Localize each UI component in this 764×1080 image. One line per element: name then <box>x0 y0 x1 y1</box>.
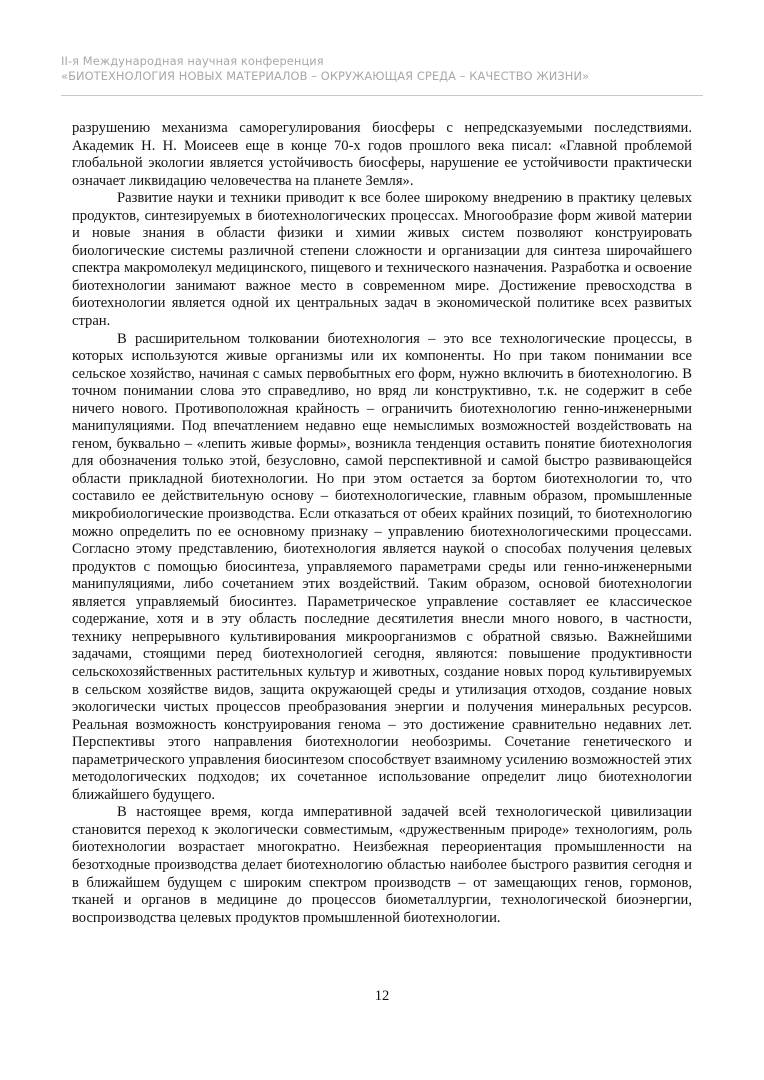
paragraph: В настоящее время, когда императивной задачей всей технологической цивилизации становится переход к экологически совместимым, «дружественным природе» технологиям, роль биотехнологии возрастает многократно. Неизбежная переориентация промышленности на безотходные производства делает биотехнологию областью наиболее быстрого развития сегодня и в ближайшем будущем с широким спектром производств – от замещающих генов, гормонов, тканей и органов в медицине до процессов биометаллургии, технологической биоэнергии, воспроизводства целевых продуктов промышленной биотехнологии. <box>72 804 692 926</box>
paragraph: Развитие науки и техники приводит к все более широкому внедрению в практику целевых продуктов, синтезируемых в биотехнологических процессах. Многообразие форм живой материи и новые знания в области физики и химии живых систем позволяют конструировать биологические системы различной степени сложности и организации для синтеза широчайшего спектра макромолекул медицинского, пищевого и технического назначения. Разработка и освоение биотехнологии занимают важное место в современном мире. Достижение превосходства в биотехнологии является одной их центральных задач в экономической политике всех развитых стран. <box>72 190 692 330</box>
running-header <box>61 54 701 84</box>
header-divider <box>61 95 703 96</box>
conference-title-line: II-я Международная научная конференция <box>61 54 324 68</box>
page-number: 12 <box>374 988 390 1004</box>
conference-subtitle-line: «БИОТЕХНОЛОГИЯ НОВЫХ МАТЕРИАЛОВ – ОКРУЖАЮЩАЯ СРЕДА – КАЧЕСТВО ЖИЗНИ» <box>61 69 590 83</box>
paragraph: В расширительном толковании биотехнология – это все технологические процессы, в которых используются живые организмы или их компоненты. Но при таком понимании все сельское хозяйство, начиная с самых первобытных его форм, нужно включить в биотехнологию. В точном понимании слова это справедливо, но вряд ли конструктивно, т.к. не содержит в себе ничего нового. Противоположная крайность – ограничить биотехнологию генно-инженерными манипуляциями. Под впечатлением недавно еще немыслимых возможностей воздействовать на геном, буквально – «лепить живые формы», возникла тенденция оставить понятие биотехнология для обозначения только этой, безусловно, самой перспективной и самой быстро развивающейся области прикладной биотехнологии. Но при этом остается за бортом биотехнологии то, что составило ее действительную основу – биотехнологические, главным образом, промышленные микробиологические производства. Если отказаться от обеих крайних позиций, то биотехнологию можно определить по ее основному признаку – управлению биотехнологическими процессами. Согласно этому представлению, биотехнология является наукой о способах получения целевых продуктов с помощью биосинтеза, управляемого параметрами среды или генно-инженерными манипуляциями, либо сочетанием этих воздействий. Таким образом, основой биотехнологии является управляемый биосинтез. Параметрическое управление составляет ее классическое содержание, хотя и в эту область последние десятилетия внесли много нового, в частности, технику непрерывного культивирования микроорганизмов с обратной связью. Важнейшими задачами, стоящими перед биотехнологией сегодня, являются: повышение продуктивности сельскохозяйственных растительных культур и животных, создание новых пород культивируемых в сельском хозяйстве видов, защита окружающей среды и утилизация отходов, создание новых экологически чистых процессов преобразования энергии и получения минеральных ресурсов. Реальная возможность конструирования генома – это достижение сравнительно недавних лет. Перспективы этого направления биотехнологии необозримы. Сочетание генетического и параметрического управления биосинтезом способствует взаимному усилению возможностей этих методологических подходов; их сочетанное использование определит лицо биотехнологии ближайшего будущего. <box>72 330 692 803</box>
article-body <box>72 120 692 927</box>
paragraph-continuation: разрушению механизма саморегулирования биосферы с непредсказуемыми последствиями. Академик Н. Н. Моисеев еще в конце 70-х годов прошлого века писал: «Главной проблемой глобальной экологии является устойчивость биосферы, нарушение ее устойчивости практически означает ликвидацию человечества на планете Земля». <box>72 120 692 189</box>
